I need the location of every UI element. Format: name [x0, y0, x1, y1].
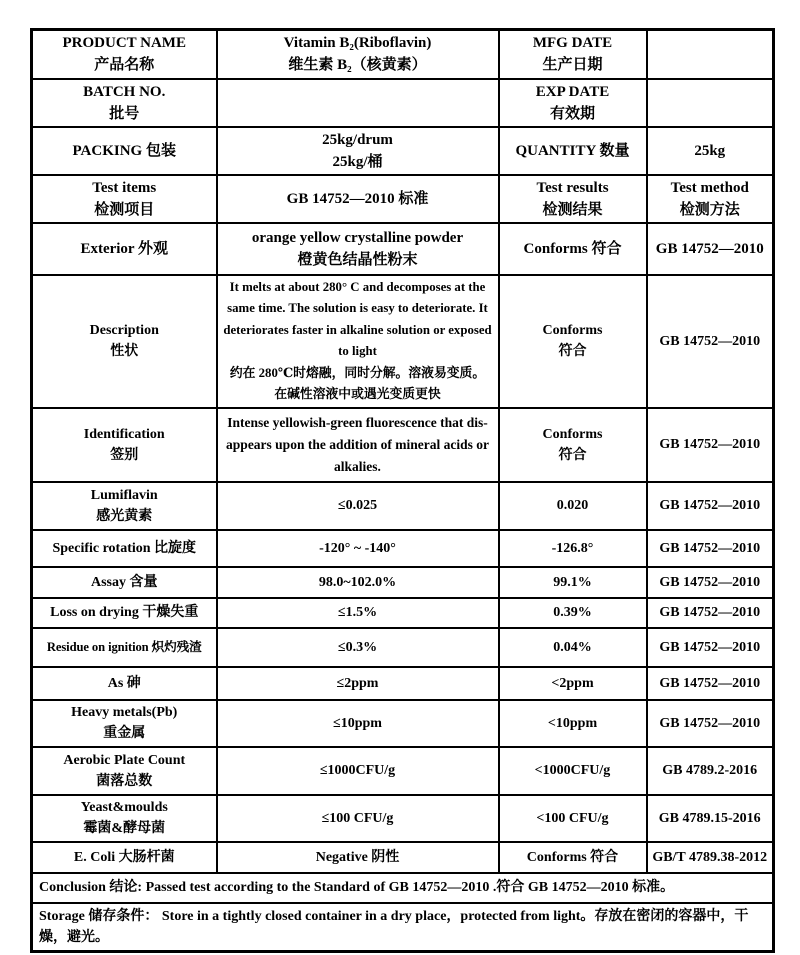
result-cell — [499, 482, 647, 530]
cell-line: GB 14752—2010 — [659, 540, 761, 556]
result-cell — [499, 842, 647, 873]
item-label-cell — [32, 275, 217, 408]
cell-line: PACKING 包装 — [72, 142, 176, 159]
cell-line: 0.020 — [556, 498, 589, 513]
spec-cell — [217, 175, 499, 223]
cell-line: MFG DATE — [532, 35, 613, 52]
cell-line: It melts at about 280° C and decomposes at the same time. The solution is easy to deteriorate. It deteriorates faster in alkaline solution or exposed to light — [223, 279, 492, 358]
cell-line: GB 14752—2010 — [655, 240, 764, 257]
row-batch-no — [32, 79, 774, 127]
item-label-cell — [32, 482, 217, 530]
spec-cell — [217, 667, 499, 700]
cell-line: Specific rotation 比旋度 — [52, 540, 197, 556]
spec-cell — [217, 567, 499, 598]
cell-line: Aerobic Plate Count — [63, 752, 186, 768]
cell-line: ≤1.5% — [337, 605, 378, 620]
item-label-cell — [32, 127, 217, 175]
method-cell — [647, 408, 774, 482]
cell-line: 25kg/桶 — [332, 153, 383, 170]
item-label-cell — [32, 747, 217, 795]
cell-line: GB 4789.2-2016 — [662, 763, 758, 778]
result-cell — [499, 667, 647, 700]
spec-cell — [217, 628, 499, 667]
item-label-cell — [32, 628, 217, 667]
cell-line: GB 14752—2010 — [659, 675, 761, 691]
item-label-cell — [32, 667, 217, 700]
item-label-cell — [32, 408, 217, 482]
cell-line: orange yellow crystalline powder — [251, 229, 464, 246]
method-cell — [647, 628, 774, 667]
cell-line: 25kg/drum — [322, 131, 393, 148]
cell-line: Conforms — [542, 323, 603, 338]
cell-line: GB 14752—2010 标准 — [286, 190, 429, 207]
cell-line: Heavy metals(Pb) — [71, 705, 178, 720]
row-conclusion — [32, 873, 774, 903]
cell-line: GB 14752—2010 — [659, 605, 761, 620]
method-cell — [647, 30, 774, 79]
cell-line: Conforms 符合 — [526, 849, 619, 865]
item-label-cell — [32, 567, 217, 598]
cell-line: GB 14752—2010 — [659, 574, 761, 590]
spec-cell — [217, 30, 499, 79]
spec-cell — [217, 530, 499, 567]
cell-line: Test method — [670, 179, 749, 196]
spec-cell — [217, 747, 499, 795]
result-cell — [499, 795, 647, 842]
cell-line: 性状 — [110, 344, 139, 359]
method-cell — [647, 223, 774, 275]
row-yeast-moulds — [32, 795, 774, 842]
spec-cell — [217, 482, 499, 530]
row-test-header — [32, 175, 774, 223]
method-cell — [647, 700, 774, 747]
cell-line: Vitamin B₂(Riboflavin) — [283, 35, 432, 52]
spec-cell — [217, 408, 499, 482]
cell-line: <2ppm — [551, 675, 594, 691]
method-cell — [647, 79, 774, 127]
cell-line: GB 14752—2010 — [659, 333, 761, 349]
cell-line: EXP DATE — [535, 83, 610, 100]
cell-line: 感光黄素 — [96, 508, 153, 524]
cell-line: 检测结果 — [542, 201, 603, 218]
item-label-cell — [32, 30, 217, 79]
cell-line: 约在 280℃时熔融，同时分解。溶液易变质。 — [229, 365, 486, 380]
row-description — [32, 275, 774, 408]
method-cell — [647, 598, 774, 628]
item-label-cell — [32, 223, 217, 275]
cell-line: PRODUCT NAME — [62, 35, 186, 52]
cell-line: 0.04% — [553, 639, 592, 655]
row-specific-rotation — [32, 530, 774, 567]
certificate-of-analysis-table — [30, 28, 775, 953]
cell-line: GB 14752—2010 — [659, 715, 761, 731]
note-cell — [32, 903, 774, 952]
row-storage — [32, 903, 774, 952]
row-assay — [32, 567, 774, 598]
method-cell — [647, 482, 774, 530]
cell-line: 98.0~102.0% — [318, 574, 397, 590]
cell-line: 产品名称 — [94, 57, 155, 74]
item-label-cell — [32, 842, 217, 873]
cell-line: 重金属 — [103, 726, 146, 741]
row-packing — [32, 127, 774, 175]
cell-line: 橙黄色结晶性粉末 — [297, 251, 418, 268]
row-identification — [32, 408, 774, 482]
cell-line: ≤10ppm — [333, 715, 382, 731]
row-exterior — [32, 223, 774, 275]
cell-line: <100 CFU/g — [536, 810, 609, 826]
cell-line: Yeast&moulds — [80, 800, 168, 815]
result-cell — [499, 700, 647, 747]
result-cell — [499, 567, 647, 598]
result-cell — [499, 275, 647, 408]
method-cell — [647, 842, 774, 873]
row-residue-on-ignition — [32, 628, 774, 667]
cell-line: 批号 — [109, 105, 140, 122]
row-e-coli — [32, 842, 774, 873]
result-cell — [499, 530, 647, 567]
cell-line: ≤1000CFU/g — [319, 763, 396, 778]
cell-line: 维生素 B₂（核黄素） — [288, 57, 427, 74]
method-cell — [647, 747, 774, 795]
row-product-name — [32, 30, 774, 79]
method-cell — [647, 175, 774, 223]
cell-line: 99.1% — [553, 574, 592, 590]
method-cell — [647, 275, 774, 408]
cell-line: As 砷 — [107, 675, 141, 691]
item-label-cell — [32, 79, 217, 127]
spec-cell — [217, 223, 499, 275]
cell-line: QUANTITY 数量 — [515, 142, 630, 159]
cell-line: Conforms 符合 — [523, 240, 622, 257]
item-label-cell — [32, 598, 217, 628]
cell-line: Exterior 外观 — [80, 240, 169, 257]
row-aerobic-plate-count — [32, 747, 774, 795]
item-label-cell — [32, 795, 217, 842]
cell-line: ≤0.025 — [337, 498, 378, 513]
cell-line: Description — [89, 323, 159, 338]
result-cell — [499, 30, 647, 79]
cell-line: Intense yellowish-green fluorescence that dis-appears upon the addition of mineral acids or alkalies. — [226, 414, 489, 474]
method-cell — [647, 567, 774, 598]
result-cell — [499, 628, 647, 667]
spec-cell — [217, 795, 499, 842]
method-cell — [647, 530, 774, 567]
item-label-cell — [32, 700, 217, 747]
method-cell — [647, 667, 774, 700]
row-arsenic — [32, 667, 774, 700]
cell-line: Residue on ignition 炽灼残渣 — [46, 639, 202, 654]
cell-line: 检测项目 — [94, 201, 155, 218]
result-cell — [499, 747, 647, 795]
spec-cell — [217, 598, 499, 628]
cell-line: -120° ~ -140° — [319, 540, 396, 556]
result-cell — [499, 408, 647, 482]
method-cell — [647, 795, 774, 842]
spec-cell — [217, 79, 499, 127]
cell-line: 符合 — [558, 447, 587, 463]
cell-line: -126.8° — [551, 540, 594, 556]
spec-cell — [217, 275, 499, 408]
cell-line: Assay 含量 — [90, 574, 158, 590]
cell-line: ≤0.3% — [337, 639, 378, 655]
item-label-cell — [32, 175, 217, 223]
cell-line: GB 14752—2010 — [659, 498, 761, 513]
cell-line: BATCH NO. — [83, 83, 166, 100]
cell-line: Storage 储存条件： Store in a tightly closed container in a dry place，protected from light。存放在密闭的容器中，干燥，避光。 — [39, 908, 749, 945]
cell-line: 符合 — [558, 344, 587, 359]
note-cell — [32, 873, 774, 903]
spec-cell — [217, 127, 499, 175]
cell-line: <10ppm — [547, 715, 598, 731]
result-cell — [499, 127, 647, 175]
item-label-cell — [32, 530, 217, 567]
cell-line: 25kg — [694, 142, 726, 159]
cell-line: 检测方法 — [679, 201, 740, 218]
row-lumiflavin — [32, 482, 774, 530]
cell-line: <1000CFU/g — [534, 763, 611, 778]
cell-line: Test results — [536, 179, 609, 196]
cell-line: Negative 阴性 — [315, 849, 400, 865]
cell-line: Conclusion 结论: Passed test according to the Standard of GB 14752—2010 .符合 GB 14752—2010 标准。 — [39, 880, 675, 895]
cell-line: ≤2ppm — [336, 675, 379, 691]
cell-line: GB 14752—2010 — [659, 639, 761, 655]
cell-line: ≤100 CFU/g — [321, 810, 394, 826]
row-heavy-metals — [32, 700, 774, 747]
result-cell — [499, 175, 647, 223]
cell-line: GB 4789.15-2016 — [658, 810, 761, 826]
cell-line: 在碱性溶液中或遇光变质更快 — [274, 387, 441, 401]
result-cell — [499, 598, 647, 628]
cell-line: Lumiflavin — [90, 487, 158, 503]
cell-line: Loss on drying 干燥失重 — [50, 605, 199, 620]
cell-line: 菌落总数 — [96, 773, 153, 789]
cell-line: Conforms — [542, 426, 603, 442]
cell-line: Test items — [92, 179, 157, 196]
coa-table-body — [32, 30, 774, 952]
row-loss-on-drying — [32, 598, 774, 628]
result-cell — [499, 223, 647, 275]
cell-line: GB 14752—2010 — [659, 437, 761, 452]
spec-cell — [217, 700, 499, 747]
method-cell — [647, 127, 774, 175]
cell-line: 0.39% — [553, 605, 592, 620]
cell-line: 霉菌&酵母菌 — [83, 821, 166, 836]
cell-line: 签别 — [110, 447, 139, 463]
spec-cell — [217, 842, 499, 873]
cell-line: 有效期 — [549, 105, 595, 122]
cell-line: Identification — [83, 426, 165, 442]
cell-line: E. Coli 大肠杆菌 — [73, 849, 175, 865]
cell-line: 生产日期 — [542, 57, 603, 74]
result-cell — [499, 79, 647, 127]
cell-line: GB/T 4789.38-2012 — [652, 849, 768, 865]
